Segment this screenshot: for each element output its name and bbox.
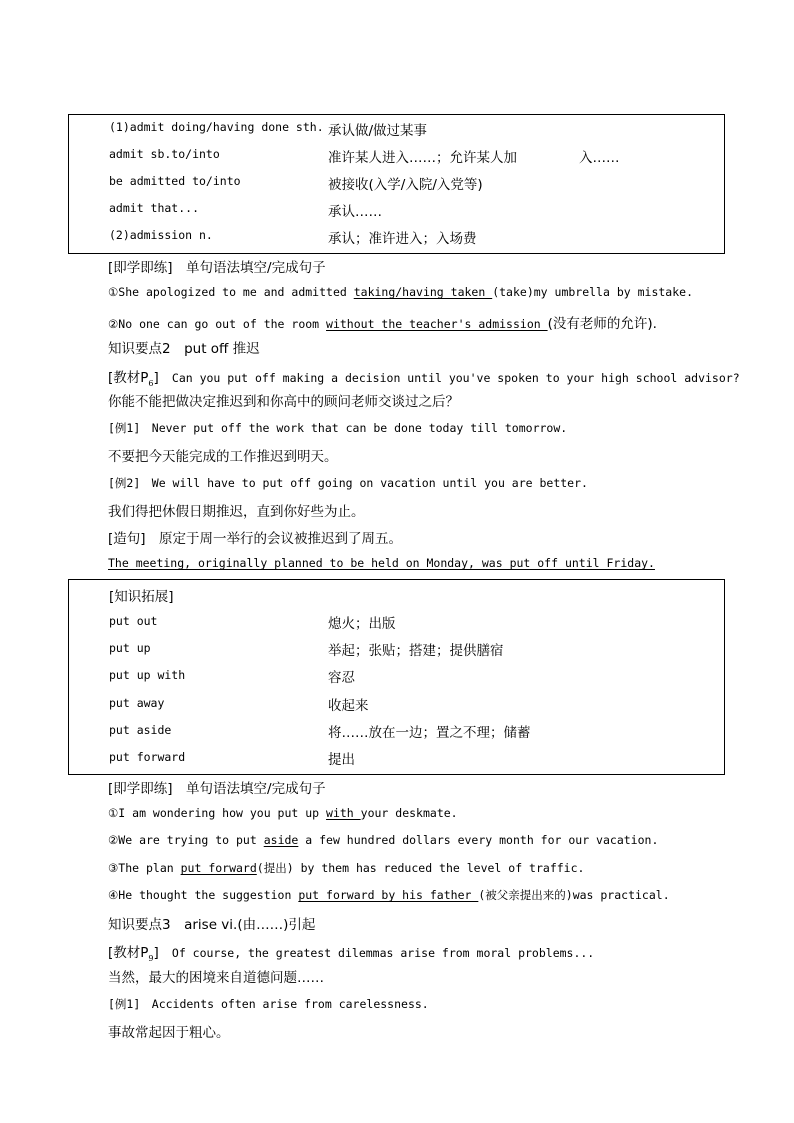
box1-row4-zh: 承认…… (328, 204, 382, 220)
box1-row3-en: be admitted to/into (109, 174, 241, 188)
box2-row4-zh: 收起来 (328, 698, 369, 714)
point2-textbook-close: ] (153, 370, 159, 386)
box2-row3-en: put up with (109, 668, 186, 682)
practice1-item2-post: (没有老师的允许). (547, 316, 657, 332)
box2-row5-zh: 将……放在一边；置之不理；储蓄 (328, 725, 531, 741)
point3-title: 知识要点3 arise vi.(由……)引起 (108, 917, 316, 933)
box2-row4-en: put away (109, 696, 165, 710)
point3-ex1-en: [例1] Accidents often arise from carelessness. (108, 997, 429, 1011)
point3-ex1-zh: 事故常起因于粗心。 (108, 1025, 230, 1041)
box1-row2-en: admit sb.to/into (109, 147, 220, 161)
box1-row5-en: (2)admission n. (109, 228, 213, 242)
box2-row6-zh: 提出 (328, 752, 355, 768)
admit-box (68, 114, 725, 254)
practice2-item3-post: (提出) by them has reduced the level of traffic. (256, 861, 585, 875)
box1-row2-zh: 准许某人进入……；允许某人加 (328, 150, 517, 166)
point3-textbook-label: [教材P (108, 945, 149, 961)
practice2-item2-answer: aside (263, 833, 299, 847)
practice2-item1-post: your deskmate. (360, 806, 458, 820)
box2-row1-zh: 熄火；出版 (328, 616, 396, 632)
practice2-item2-pre: ②We are trying to put (108, 833, 264, 847)
point2-textbook (108, 366, 740, 388)
practice1-item2-pre: ②No one can go out of the room (108, 317, 327, 331)
practice2-item1 (108, 806, 458, 820)
point2-ex2-en: [例2] We will have to put off going on vacation until you are better. (108, 476, 588, 490)
box2-heading: [知识拓展] (109, 589, 174, 605)
practice1-heading: [即学即练] 单句语法填空/完成句子 (108, 260, 326, 276)
point2-make-en (108, 556, 655, 570)
point2-textbook-label: [教材P (108, 370, 149, 386)
point2-textbook-page: 6 (148, 379, 154, 389)
practice1-item2-answer: without the teacher's admission (326, 317, 548, 331)
box2-row2-en: put up (109, 641, 151, 655)
point2-make-zh: [造句] 原定于周一举行的会议被推迟到了周五。 (108, 531, 403, 547)
practice2-heading: [即学即练] 单句语法填空/完成句子 (108, 781, 326, 797)
put-phrases-box (68, 579, 725, 775)
practice1-item2 (108, 312, 657, 332)
box2-row6-en: put forward (109, 750, 186, 764)
practice2-item4-answer: put forward by his father (298, 888, 479, 902)
point2-title: 知识要点2 put off 推迟 (108, 341, 260, 357)
practice2-item4-pre: ④He thought the suggestion (108, 888, 299, 902)
point2-make-en-answer: The meeting, originally planned to be held on Monday, was put off until Friday. (108, 556, 655, 570)
point3-textbook-zh: 当然，最大的困境来自道德问题…… (108, 970, 324, 986)
point2-textbook-zh: 你能不能把做决定推迟到和你高中的顾问老师交谈过之后？ (108, 394, 459, 410)
practice2-item4-post: (被父亲提出来的)was practical. (478, 888, 670, 902)
practice2-item4 (108, 887, 670, 903)
practice1-item1 (108, 285, 693, 299)
point3-textbook (108, 941, 594, 963)
box1-row3-zh: 被接收(入学/入院/入党等) (328, 177, 483, 193)
practice1-item1-pre: ①She apologized to me and admitted (108, 285, 354, 299)
practice2-item3 (108, 860, 584, 876)
practice1-item1-answer: taking/having taken (353, 285, 493, 299)
practice2-item1-answer: with (326, 806, 361, 820)
box1-row2-zh-tail: 入…… (579, 150, 620, 166)
point3-textbook-close: ] (153, 945, 159, 961)
point2-textbook-en: Can you put off making a decision until you've spoken to your high school advisor? (171, 371, 740, 385)
practice1-item1-post: (take)my umbrella by mistake. (492, 285, 693, 299)
practice2-item3-pre: ③The plan (108, 861, 181, 875)
box2-row2-zh: 举起；张贴；搭建；提供膳宿 (328, 643, 504, 659)
practice2-item2 (108, 833, 658, 847)
practice2-item1-pre: ①I am wondering how you put up (108, 806, 327, 820)
box1-row5-zh: 承认；准许进入；入场费 (328, 231, 477, 247)
box2-row5-en: put aside (109, 723, 172, 737)
point2-ex1-zh: 不要把今天能完成的工作推迟到明天。 (108, 449, 338, 465)
practice2-item2-post: a few hundred dollars every month for our vacation. (298, 833, 659, 847)
point2-ex1-en: [例1] Never put off the work that can be done today till tomorrow. (108, 421, 568, 435)
point2-ex2-zh: 我们得把休假日期推迟，直到你好些为止。 (108, 504, 365, 520)
box1-row1-zh: 承认做/做过某事 (328, 123, 428, 139)
box2-row3-zh: 容忍 (328, 670, 355, 686)
point3-textbook-en: Of course, the greatest dilemmas arise from moral problems... (171, 946, 595, 960)
box1-row1-en: (1)admit doing/having done sth. (109, 120, 324, 134)
practice2-item3-answer: put forward (180, 861, 257, 875)
box2-row1-en: put out (109, 614, 158, 628)
box1-row4-en: admit that... (109, 201, 200, 215)
point3-textbook-page: 9 (148, 954, 154, 964)
